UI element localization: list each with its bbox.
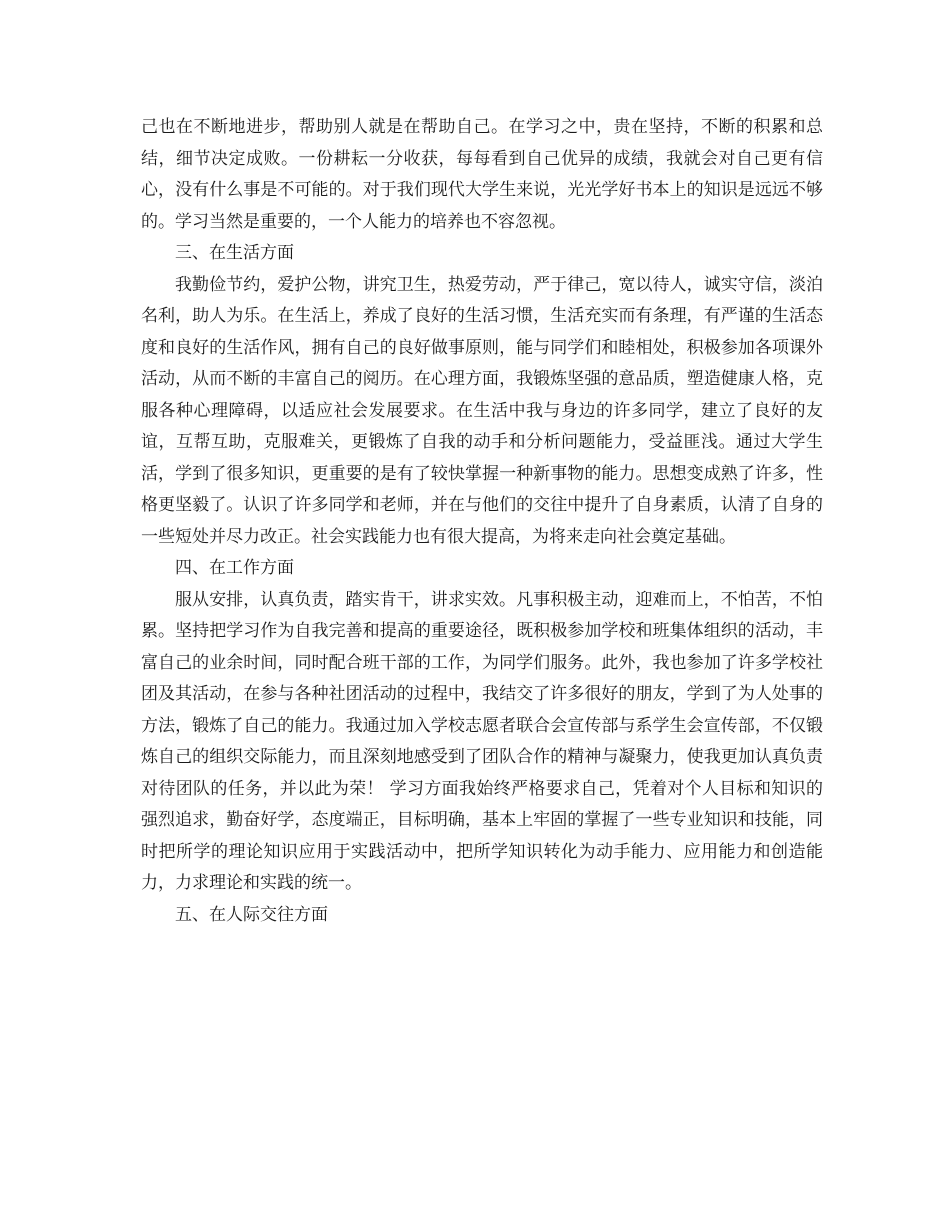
paragraph-life: 我勤俭节约，爱护公物，讲究卫生，热爱劳动，严于律己，宽以待人，诚实守信，淡泊名利，助人为乐。在生活上，养成了良好的生活习惯，生活充实而有条理，有严谨的生活态度和良好的生活作风，拥有自己的良好做事原则，能与同学们和睦相处，积极参加各项课外活动，从而不断的丰富自己的阅历。在心理方面，我锻炼坚强的意品质，塑造健康人格，克服各种心理障碍，以适应社会发展要求。在生活中我与身边的许多同学，建立了良好的友谊，互帮互助，克服难关，更锻炼了自我的动手和分析问题能力，受益匪浅。通过大学生活，学到了很多知识，更重要的是有了较快掌握一种新事物的能力。思想变成熟了许多，性格更坚毅了。认识了许多同学和老师，并在与他们的交往中提升了自身素质，认清了自身的一些短处并尽力改正。社会实践能力也有很大提高，为将来走向社会奠定基础。 [141,274,823,547]
document-page [141,112,823,931]
section-heading-life: 三、在生活方面 [175,243,294,263]
section-heading-interpersonal: 五、在人际交往方面 [175,904,328,925]
section-heading-work: 四、在工作方面 [175,558,294,578]
paragraph-continuation: 己也在不断地进步，帮助别人就是在帮助自己。在学习之中，贵在坚持，不断的积累和总结，细节决定成败。一份耕耘一分收获，每每看到自己优异的成绩，我就会对自己更有信心，没有什么事是不可能的。对于我们现代大学生来说，光光学好书本上的知识是远远不够的。学习当然是重要的，一个人能力的培养也不容忽视。 [141,117,823,232]
paragraph-work: 服从安排，认真负责，踏实肯干，讲求实效。凡事积极主动，迎难而上，不怕苦，不怕累。坚持把学习作为自我完善和提高的重要途径，既积极参加学校和班集体组织的活动，丰富自己的业余时间，同时配合班干部的工作，为同学们服务。此外，我也参加了许多学校社团及其活动，在参与各种社团活动的过程中，我结交了许多很好的朋友，学到了为人处事的方法，锻炼了自己的能力。我通过加入学校志愿者联合会宣传部与系学生会宣传部，不仅锻炼自己的组织交际能力，而且深刻地感受到了团队合作的精神与凝聚力，使我更加认真负责对待团队的任务，并以此为荣！ 学习方面我始终严格要求自己，凭着对个人目标和知识的强烈追求，勤奋好学，态度端正，目标明确，基本上牢固的掌握了一些专业知识和技能，同时把所学的理论知识应用于实践活动中，把所学知识转化为动手能力、应用能力和创造能力，力求理论和实践的统一。 [141,589,823,893]
